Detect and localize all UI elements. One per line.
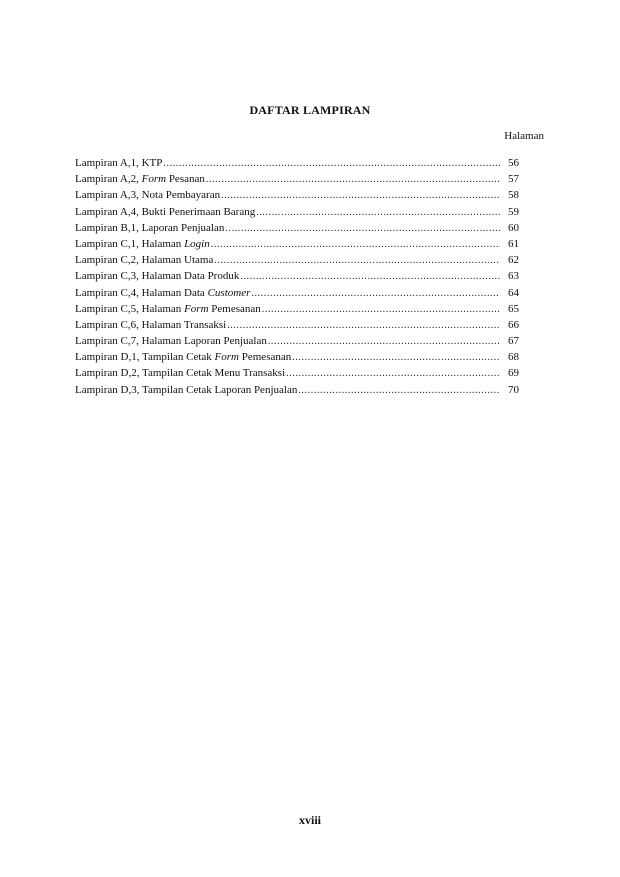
appendix-entry-italic-term: Login xyxy=(184,237,210,250)
dot-leader xyxy=(227,318,500,334)
appendix-entry-text-suffix: Pesanan xyxy=(166,173,205,186)
roman-page-number: xviii xyxy=(298,813,321,827)
appendix-entry xyxy=(75,220,519,236)
appendix-entry-italic-term: Form xyxy=(141,173,167,186)
appendix-entry-text: Lampiran C,6, Halaman Transaksi xyxy=(75,318,227,331)
appendix-entry xyxy=(75,285,519,301)
dot-leader xyxy=(268,334,500,350)
dot-leader xyxy=(251,286,500,302)
appendix-entry-page-number: 65 xyxy=(508,302,519,315)
appendix-entry-text: Lampiran C,7, Halaman Laporan Penjualan xyxy=(75,335,267,348)
appendix-entry-text: Lampiran C,2, Halaman Utama xyxy=(75,254,214,267)
appendix-entry-text: Lampiran D,1, Tampilan Cetak xyxy=(75,351,215,364)
appendix-entry-page-number: 61 xyxy=(508,237,519,250)
appendix-entry-page-number: 60 xyxy=(508,221,519,234)
dot-leader xyxy=(225,221,500,237)
appendix-entry-label xyxy=(75,382,297,398)
appendix-entry xyxy=(75,382,519,398)
appendix-entry-label xyxy=(75,155,162,171)
appendix-entry-label xyxy=(75,204,255,220)
dot-leader xyxy=(206,172,500,188)
appendix-entry-label xyxy=(75,171,205,187)
dot-leader xyxy=(240,269,500,285)
appendix-entry-label xyxy=(75,285,250,301)
dot-leader xyxy=(214,253,500,269)
appendix-entry-page-number: 56 xyxy=(508,157,519,169)
appendix-entry-page-number: 64 xyxy=(508,286,519,299)
appendix-entry xyxy=(75,204,519,220)
appendix-entry-text: Lampiran A,1, KTP xyxy=(75,157,163,169)
dot-leader xyxy=(163,156,500,172)
appendix-entry-text: Lampiran C,5, Halaman xyxy=(75,302,185,315)
appendix-entry-text: Lampiran A,3, Nota Pembayaran xyxy=(75,189,221,202)
appendix-entry-italic-term: Form xyxy=(184,302,209,315)
appendix-entry-label xyxy=(75,333,267,349)
appendix-entry-italic-term: Form xyxy=(214,351,239,364)
appendix-entry-text: Lampiran C,4, Halaman Data xyxy=(75,286,208,299)
appendix-entry-text: Lampiran A,2, xyxy=(75,173,142,186)
appendix-entry-page-number: 62 xyxy=(508,254,519,267)
appendix-entry-text: Lampiran C,1, Halaman xyxy=(75,237,185,250)
dot-leader xyxy=(211,237,500,253)
appendix-entry-label xyxy=(75,301,261,317)
appendix-entry-label xyxy=(75,252,213,268)
appendix-entry xyxy=(75,236,519,252)
appendix-entry-text: Lampiran A,4, Bukti Penerimaan Barang xyxy=(75,205,256,218)
page-title: DAFTAR LAMPIRAN xyxy=(249,103,371,117)
appendix-entry-label xyxy=(75,187,220,203)
appendix-entry-label xyxy=(75,317,226,333)
appendix-entry-text: Lampiran D,2, Tampilan Cetak Menu Transaksi xyxy=(75,367,286,380)
dot-leader xyxy=(292,350,500,366)
appendix-entry xyxy=(75,365,519,381)
appendix-entry-label xyxy=(75,220,224,236)
appendix-entry-page-number: 67 xyxy=(508,335,519,348)
dot-leader xyxy=(256,205,500,221)
appendix-entry xyxy=(75,155,519,171)
appendix-entry xyxy=(75,333,519,349)
appendix-entry-page-number: 57 xyxy=(508,173,519,186)
dot-leader xyxy=(298,383,500,399)
appendix-entry-text: Lampiran D,3, Tampilan Cetak Laporan Penjualan xyxy=(75,383,298,396)
page-column-header: Halaman xyxy=(504,130,544,142)
appendix-entry xyxy=(75,317,519,333)
appendix-entry-text-suffix: Pemesanan xyxy=(239,351,292,364)
appendix-entry-text: Lampiran B,1, Laporan Penjualan xyxy=(75,221,225,234)
dot-leader xyxy=(221,188,500,204)
appendix-entry-label xyxy=(75,236,210,252)
appendix-entry xyxy=(75,252,519,268)
appendix-entry-text: Lampiran C,3, Halaman Data Produk xyxy=(75,270,240,283)
appendix-entry-page-number: 69 xyxy=(508,367,519,380)
appendix-entry xyxy=(75,268,519,284)
appendix-entry-italic-term: Customer xyxy=(207,286,251,299)
appendix-entry-page-number: 63 xyxy=(508,270,519,283)
dot-leader xyxy=(286,366,500,382)
appendix-entry-page-number: 59 xyxy=(508,205,519,218)
appendix-entry xyxy=(75,349,519,365)
appendix-list xyxy=(75,155,519,398)
appendix-entry xyxy=(75,301,519,317)
appendix-entry-text-suffix: Pemesanan xyxy=(208,302,261,315)
appendix-entry-page-number: 58 xyxy=(508,189,519,202)
appendix-entry-label xyxy=(75,268,239,284)
appendix-entry-page-number: 68 xyxy=(508,351,519,364)
appendix-entry-label xyxy=(75,365,285,381)
appendix-entry xyxy=(75,171,519,187)
appendix-entry-label xyxy=(75,349,291,365)
dot-leader xyxy=(262,302,500,318)
appendix-entry-page-number: 66 xyxy=(508,318,519,331)
appendix-entry xyxy=(75,187,519,203)
appendix-entry-page-number: 70 xyxy=(508,383,519,396)
